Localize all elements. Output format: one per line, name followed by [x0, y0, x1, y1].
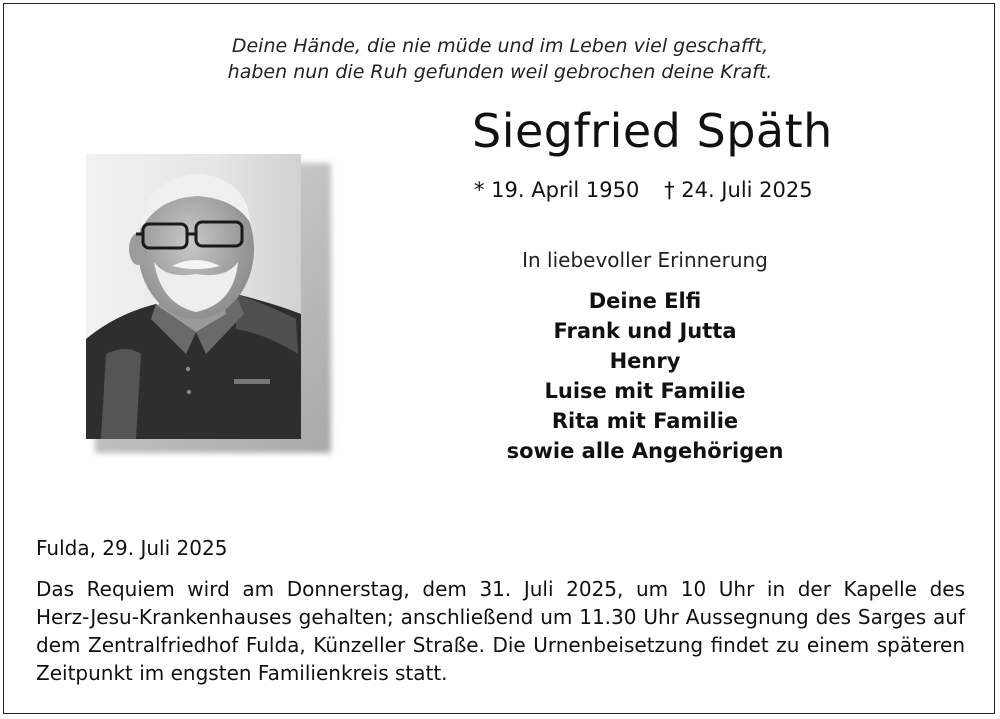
mourner: Henry: [609, 349, 681, 373]
portrait-photo: [86, 154, 301, 439]
mourner: Frank und Jutta: [553, 319, 737, 343]
requiem-notice: [36, 575, 965, 687]
verse-line-2: haben nun die Ruh gefunden weil gebrochen deine Kraft.: [227, 61, 773, 83]
mourner: Deine Elfi: [588, 289, 702, 313]
requiem-line: Zeitpunkt im engsten Familienkreis statt.: [36, 661, 448, 685]
mourner: Rita mit Familie: [551, 409, 739, 433]
requiem-line: dem Zentralfriedhof Fulda, Künzeller Straße. Die Urnenbeisetzung findet zu einem späteren: [36, 633, 965, 657]
birth-date: * 19. April 1950: [474, 178, 640, 202]
death-date: † 24. Juli 2025: [664, 178, 813, 202]
requiem-line: Das Requiem wird am Donnerstag, dem 31. Juli 2025, um 10 Uhr in der Kapelle des: [36, 577, 965, 601]
portrait-illustration: [86, 154, 301, 439]
requiem-line: Herz-Jesu-Krankenhauses gehalten; anschließend um 11.30 Uhr Aussegnung des Sarges auf: [36, 605, 965, 629]
deceased-name: Siegfried Späth: [472, 104, 833, 158]
verse-line-1: Deine Hände, die nie müde und im Leben viel geschafft,: [231, 35, 769, 57]
life-dates: [474, 178, 831, 202]
memorial-verse: [190, 33, 810, 85]
mourner: sowie alle Angehörigen: [506, 439, 784, 463]
mourners-list: [480, 286, 810, 466]
memory-phrase: In liebevoller Erinnerung: [522, 248, 768, 272]
mourner: Luise mit Familie: [544, 379, 746, 403]
place-date: Fulda, 29. Juli 2025: [36, 536, 228, 560]
